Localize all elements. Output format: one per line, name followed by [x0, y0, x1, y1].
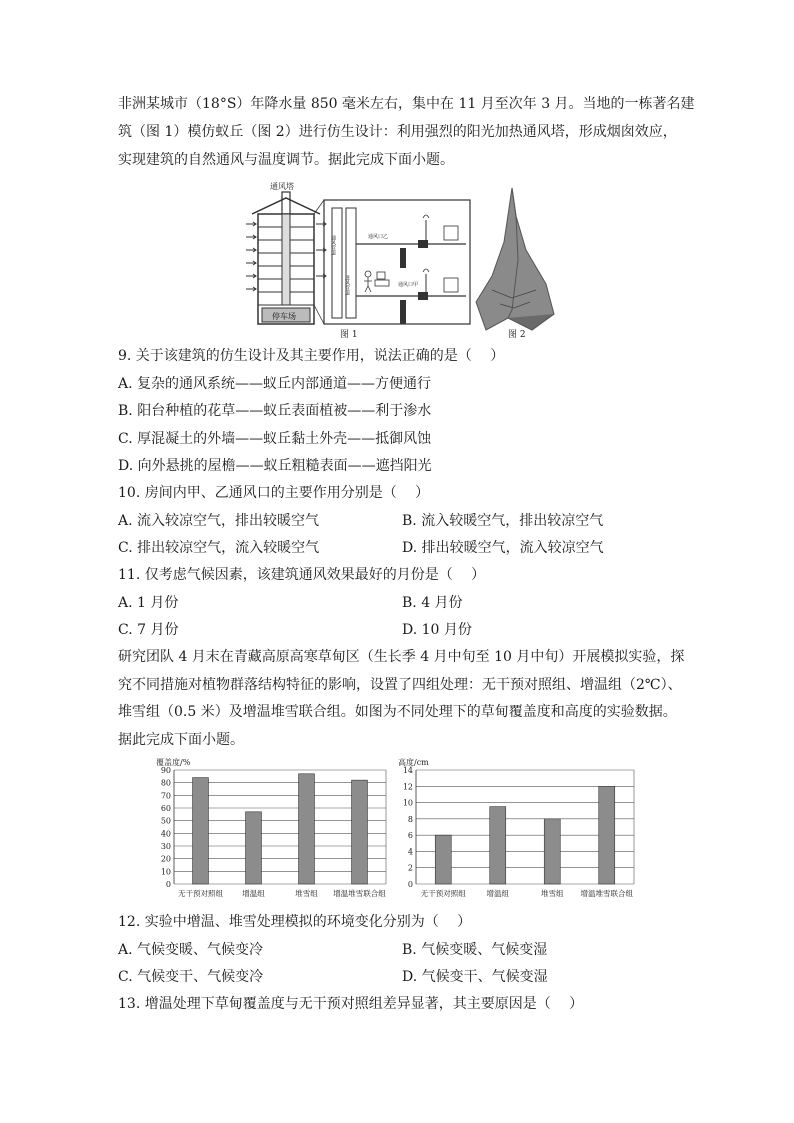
figure2-caption: 图 2 — [508, 330, 526, 340]
q12-stem: 12. 实验中增温、堆雪处理模拟的环境变化分别为（ ） — [118, 914, 472, 930]
chart-1-ytick: 60 — [160, 804, 171, 813]
q13-stem: 13. 增温处理下草甸覆盖度与无干预对照组差异显著，其主要原因是（ ） — [118, 996, 584, 1012]
chart-1-bar-3 — [299, 774, 315, 884]
chart-2-xtick: 无干预对照组 — [420, 889, 466, 898]
tower-label: 通风塔 — [270, 182, 294, 191]
chart-1-bar-2 — [246, 812, 262, 884]
building-section-drawing — [246, 181, 326, 324]
chart-1-ytick: 70 — [160, 791, 171, 801]
q9-option-c[interactable]: C. 厚混凝土的外墙——蚁丘黏土外壳——抵御风蚀 — [118, 431, 432, 447]
q12-option-c[interactable]: C. 气候变干、气候变冷 — [118, 969, 264, 985]
q11-option-d[interactable]: D. 10 月份 — [402, 622, 472, 638]
passage1-line3: 实现建筑的自然通风与温度调节。据此完成下面小题。 — [118, 152, 454, 168]
q12-option-b[interactable]: B. 气候变暖、气候变湿 — [402, 942, 548, 958]
chart-2-bar-3 — [544, 819, 560, 884]
passage2-line1: 研究团队 4 月末在青藏高原高寒草甸区（生长季 4 月中旬至 10 月中旬）开展模拟实验，探 — [118, 649, 685, 665]
duct-label-1: 通风管道 — [330, 235, 336, 255]
chart-2-ytick: 0 — [407, 880, 413, 889]
chart-2-ytick: 10 — [402, 798, 413, 808]
chart-2-bar-2 — [490, 807, 506, 884]
q12-option-a[interactable]: A. 气候变暖、气候变冷 — [118, 942, 264, 958]
chart-2-bar-1 — [435, 835, 451, 884]
passage2-line4: 据此完成下面小题。 — [118, 732, 244, 748]
q11-option-a[interactable]: A. 1 月份 — [118, 595, 179, 611]
passage1-line2: 筑（图 1）模仿蚁丘（图 2）进行仿生设计：利用强烈的阳光加热通风塔，形成烟囱效应， — [118, 124, 677, 140]
chart-2-ylabel: 高度/cm — [398, 758, 429, 767]
chart-2-xtick: 增温堆雪联合组 — [580, 889, 633, 898]
passage2-line2: 究不同措施对植物群落结构特征的影响，设置了四组处理：无干预对照组、增温组（2℃）、 — [118, 677, 682, 693]
vent-b-label: 通风口乙 — [368, 234, 389, 240]
chart-1-xtick: 堆雪组 — [295, 889, 318, 898]
q11-option-b[interactable]: B. 4 月份 — [402, 595, 463, 611]
chart-1-ylabel: 覆盖度/% — [156, 758, 191, 767]
vent-detail-drawing — [314, 200, 470, 324]
chart-2-ytick: 6 — [407, 831, 413, 841]
chart-2-ytick: 2 — [407, 863, 413, 873]
q10-option-a[interactable]: A. 流入较凉空气，排出较暖空气 — [118, 513, 320, 529]
chart-2-ytick: 8 — [407, 814, 413, 824]
chart-1-xtick: 增温堆雪联合组 — [333, 889, 386, 898]
chart-1-xtick: 增温组 — [242, 889, 265, 898]
q9-option-d[interactable]: D. 向外悬挑的屋檐——蚁丘粗糙表面——遮挡阳光 — [118, 458, 432, 474]
vent-a-label: 通风口甲 — [398, 282, 419, 288]
q10-stem: 10. 房间内甲、乙通风口的主要作用分别是（ ） — [118, 485, 430, 501]
chart-1-ytick: 90 — [160, 766, 171, 775]
q9-option-a[interactable]: A. 复杂的通风系统——蚁丘内部通道——方便通行 — [118, 376, 432, 392]
chart-2-xtick: 堆雪组 — [541, 889, 564, 898]
q12-option-d[interactable]: D. 气候变干、气候变湿 — [402, 969, 548, 985]
height-bar-chart — [392, 756, 640, 906]
chart-1-ytick: 30 — [160, 842, 171, 851]
figure1-caption: 图 1 — [340, 330, 358, 340]
q10-option-d[interactable]: D. 排出较暖空气，流入较凉空气 — [402, 540, 604, 556]
chart-2-ytick: 14 — [402, 766, 413, 775]
q9-option-b[interactable]: B. 阳台种植的花草——蚁丘表面植被——利于渗水 — [118, 403, 432, 419]
parking-label: 停车场 — [272, 312, 296, 321]
passage2-line3: 堆雪组（0.5 米）及增温堆雪联合组。如图为不同处理下的草甸覆盖度和高度的实验数据。 — [118, 704, 677, 720]
duct-label-2: 进风管道 — [344, 275, 350, 295]
chart-1-ytick: 20 — [160, 854, 171, 864]
q11-stem: 11. 仅考虑气候因素，该建筑通风效果最好的月份是（ ） — [118, 567, 486, 583]
chart-2-ytick: 12 — [402, 782, 413, 792]
chart-1-xtick: 无干预对照组 — [178, 889, 223, 898]
chart-1-bar-1 — [193, 778, 209, 884]
chart-2-xtick: 增温组 — [486, 889, 509, 898]
coverage-bar-chart — [150, 756, 392, 906]
chart-1-ytick: 0 — [165, 880, 171, 889]
chart-1-ytick: 10 — [160, 867, 171, 877]
chart-1-bar-4 — [352, 780, 368, 884]
chart-2-bar-4 — [599, 786, 615, 884]
q10-option-b[interactable]: B. 流入较暖空气，排出较凉空气 — [402, 513, 604, 529]
chart-2-ytick: 4 — [407, 847, 413, 857]
chart-1-ytick: 40 — [160, 829, 171, 839]
passage1-line1: 非洲某城市（18°S）年降水量 850 毫米左右，集中在 11 月至次年 3 月。当地的一栋著名建 — [118, 96, 695, 112]
termite-mound-image — [476, 188, 554, 330]
q9-stem: 9. 关于该建筑的仿生设计及其主要作用，说法正确的是（ ） — [118, 348, 505, 364]
chart-1-ytick: 50 — [160, 816, 171, 826]
chart-1-ytick: 80 — [160, 778, 171, 788]
building-figure — [240, 180, 560, 342]
q10-option-c[interactable]: C. 排出较凉空气，流入较暖空气 — [118, 540, 320, 556]
q11-option-c[interactable]: C. 7 月份 — [118, 622, 179, 638]
